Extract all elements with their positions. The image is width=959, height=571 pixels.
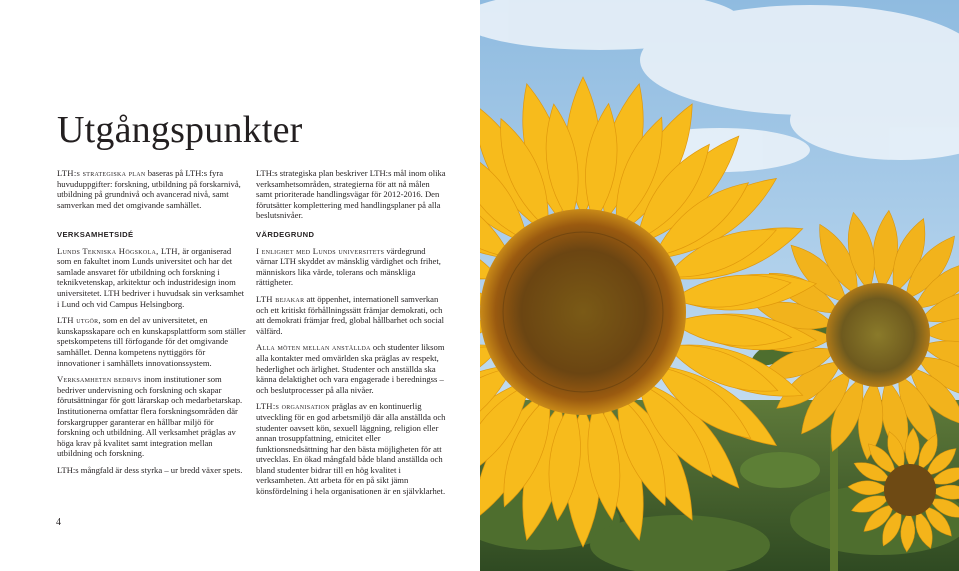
intro-paragraph — [57, 168, 245, 210]
verksamhetside-paragraph: LTH utgör, som en del av universitetet, en kunskapsskapare och en kunskapsplattform som ställer spetskompetens till förfogande för det omgivande samhället. Denna kompetens nyttiggörs för innovationer i samhällets innovationssystem. — [57, 315, 246, 368]
vardegrund-paragraph: LTH:s organisation präglas av en kontinuerlig utveckling för en god arbetsmiljö där alla anställda och studenter oavsett kön, sexuell läggning, religion eller annan trosuppfattning, etnicitet eller funktionsnedsättning har den bästa möjligheten för att utvecklas. En ökad mångfald både bland anställda och bland studenter bidrar till en hög kvalitet i verksamheten. Att arbeta för en på sikt jämn könsfördelning i hela organisationen är en självklarhet. — [256, 401, 446, 497]
vardegrund-heading: VÄRDEGRUND — [256, 230, 315, 239]
verksamhetside-heading: VERKSAMHETSIDÉ — [57, 230, 134, 239]
vardegrund-section — [256, 230, 448, 503]
verksamhetside-paragraph: Verksamheten bedrivs inom institutioner som bedriver undervisning och forskning och skapar förutsättningar för gott lärarskap och medarbetarskap. Institutionerna omfattar flera forskningsområden där forskargrupper garanterar en hållbar miljö för forskning och utbildning. All verksamhet präglas av höga krav på kvalitet samt integration mellan utbildning och forskning. — [57, 374, 243, 459]
sunflower-illustration — [480, 0, 959, 571]
sunflower-photo — [480, 0, 959, 571]
intro-lead: LTH:s strategiska plan — [57, 168, 146, 178]
intro-text: baseras på LTH:s fyra huvuduppgifter: forskning, utbildning på forskarnivå, utbildning på grundnivå och avancerad nivå, samt samverkan med det omgivande samhället. — [57, 168, 241, 210]
verksamhetside-section — [57, 230, 247, 481]
vardegrund-paragraph: LTH bejakar att öppenhet, internationell samverkan och ett kritiskt förhållningssätt främjar demokrati, och att demokrati främjar fred, global hållbarhet och social välfärd. — [256, 293, 445, 336]
vardegrund-paragraph: Alla möten mellan anställda och studenter liksom alla kontakter med omvärlden ska präglas av respekt, hederlighet och ärlighet. Studenter och anställda ska känna delaktighet och vara engagerade i beredningss – och beslutprocesser på alla nivåer. — [256, 342, 445, 395]
vardegrund-paragraph: I enlighet med Lunds universitets värdegrund värnar LTH skyddet av mänsklig värdighet och frihet, människors lika värde, tolerans och mänskliga rättigheter. — [256, 245, 441, 288]
intro-right-paragraph: LTH:s strategiska plan beskriver LTH:s mål inom olika verksamhetsområden, strategierna för att nå målen samt prioriterade handlingsvägar för 2012-2016. Den förutsätter komplettering med handlingsplaner på alla beslutsnivåer. — [256, 168, 446, 221]
verksamhetside-paragraph: LTH:s mångfald är dess styrka – ur bredd växer spets. — [57, 464, 243, 475]
intro-right — [256, 168, 448, 227]
intro-left — [57, 168, 245, 216]
verksamhetside-paragraph: Lunds Tekniska Högskola, LTH, är organiserad som en fakultet inom Lunds universitet och har det samlade ansvaret för utbildning och forskning i teknikvetenskap, arkitektur och industridesign inom universitetet. LTH bedriver i huvudsak sin verksamhet i Lund och vid Campus Helsingborg. — [57, 245, 245, 309]
page-number: 4 — [56, 517, 61, 528]
page-title: Utgångspunkter — [57, 109, 303, 151]
